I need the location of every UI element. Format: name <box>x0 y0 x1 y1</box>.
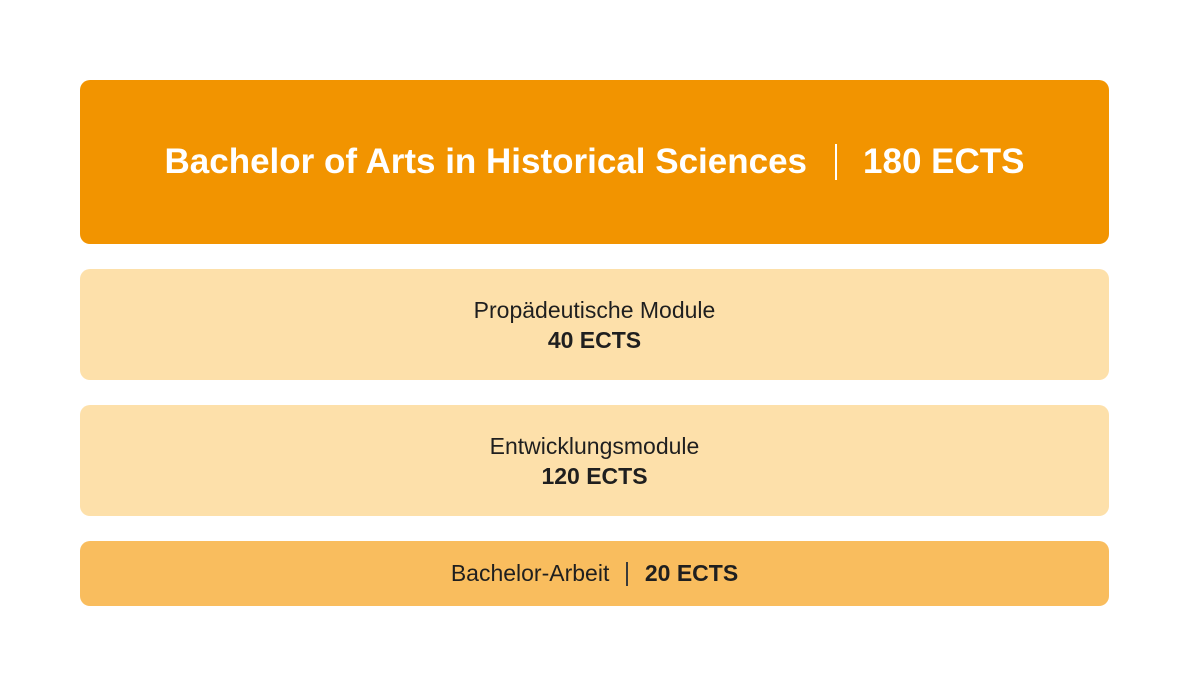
module-ects: 40 ECTS <box>547 326 642 353</box>
module-name: Propädeutische Module <box>473 296 716 323</box>
module-ects: 120 ECTS <box>541 462 648 489</box>
program-ects: 180 ECTS <box>863 142 1025 181</box>
program-title: Bachelor of Arts in Historical Sciences <box>164 142 808 181</box>
thesis-divider <box>626 562 628 586</box>
thesis-name: Bachelor-Arbeit <box>450 560 610 586</box>
header-divider <box>835 144 837 180</box>
module-block-development <box>80 405 1109 516</box>
thesis-block <box>80 541 1109 606</box>
thesis-ects: 20 ECTS <box>644 560 739 586</box>
program-header-row <box>165 142 1025 182</box>
program-header <box>80 80 1109 244</box>
thesis-row <box>451 560 738 587</box>
module-block-propaedeutic <box>80 269 1109 380</box>
module-name: Entwicklungsmodule <box>489 432 700 459</box>
